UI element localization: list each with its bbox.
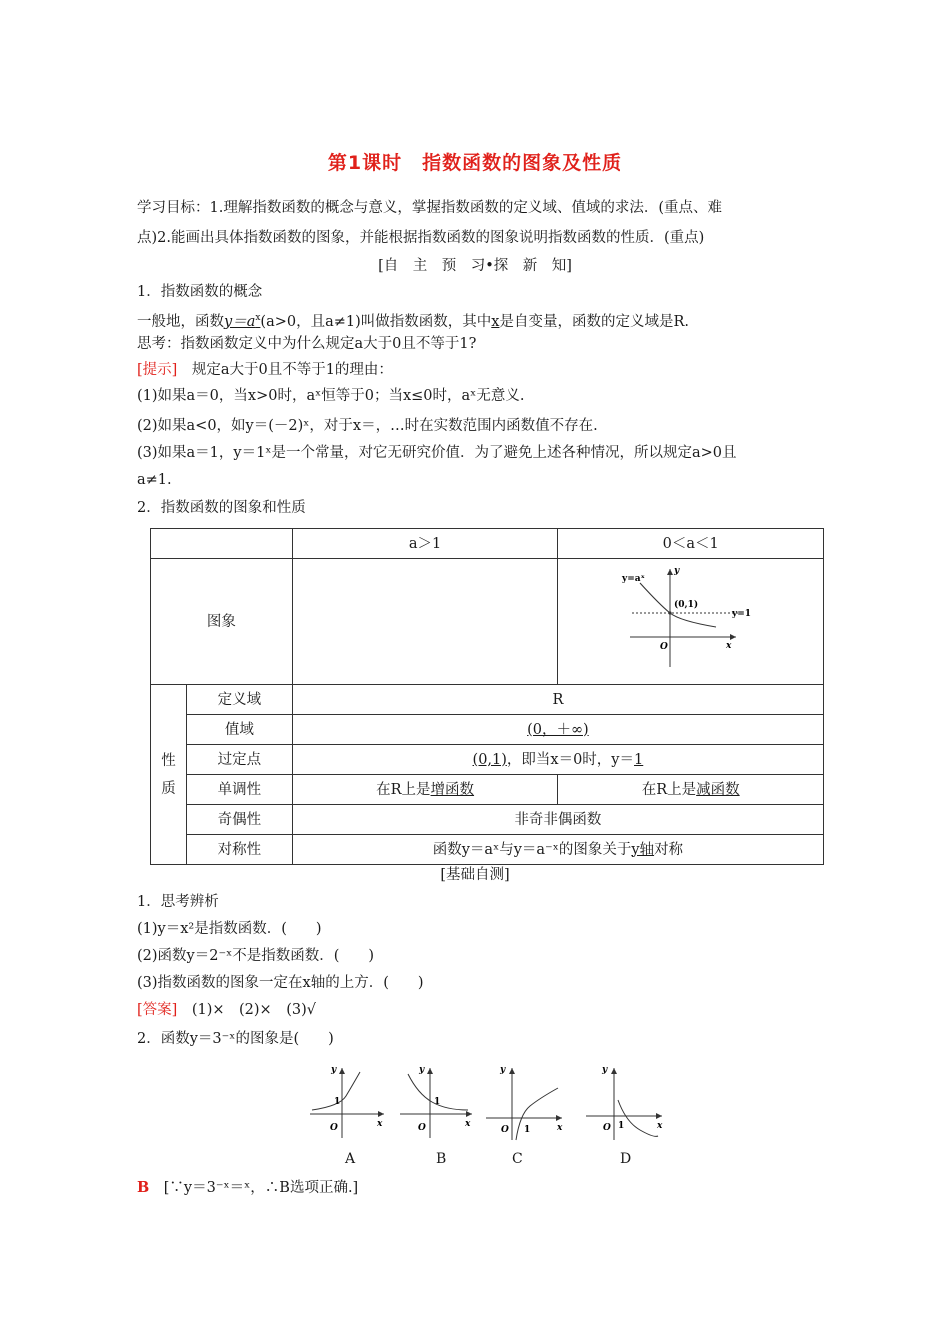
- svg-text:1: 1: [524, 1125, 531, 1135]
- row-domain-label: 定义域: [186, 685, 292, 715]
- svg-text:y: y: [419, 1065, 425, 1075]
- row-parity-value: 非奇非偶函数: [292, 805, 823, 835]
- section-preview-heading: [自 主 预 习•探 新 知]: [378, 258, 572, 274]
- svg-text:x: x: [657, 1121, 663, 1131]
- svg-text:O: O: [603, 1123, 611, 1133]
- s1-question: 思考：指数函数定义中为什么规定a大于0且不等于1?: [137, 336, 477, 352]
- svg-text:x: x: [557, 1123, 563, 1133]
- s1-reason-3b: a≠1.: [137, 472, 172, 488]
- q1-answer: [答案] (1)× (2)× (3)√: [137, 1002, 316, 1018]
- row-symmetry-value: 函数y＝aˣ与y＝a⁻ˣ的图象关于y轴对称: [292, 835, 823, 865]
- col-header-a-gt-1: a＞1: [292, 529, 558, 559]
- svg-text:1: 1: [434, 1097, 441, 1107]
- s1-reason-1: (1)如果a＝0，当x>0时，aˣ恒等于0；当x≤0时，aˣ无意义.: [137, 388, 525, 404]
- q2-answer: B [∵y＝3⁻ˣ＝ˣ，∴B选项正确.]: [137, 1179, 359, 1196]
- svg-text:1: 1: [618, 1121, 625, 1131]
- page-title: 第1课时 指数函数的图象及性质: [327, 152, 623, 174]
- option-d-label: D: [620, 1151, 632, 1167]
- svg-text:x: x: [726, 641, 732, 651]
- option-b-label: B: [436, 1151, 447, 1167]
- objectives-line-1: 学习目标：1.理解指数函数的概念与意义，掌握指数函数的定义域、值域的求法．(重点、难: [137, 200, 722, 216]
- svg-text:O: O: [418, 1123, 426, 1133]
- svg-text:1: 1: [334, 1097, 341, 1107]
- svg-text:x: x: [377, 1119, 383, 1129]
- q2-heading: 2．函数y＝3⁻ˣ的图象是( ): [137, 1031, 334, 1047]
- q1-item-3: (3)指数函数的图象一定在x轴的上方．( ): [137, 975, 424, 991]
- option-c-label: C: [512, 1151, 523, 1167]
- s1-hint: [提示] 规定a大于0且不等于1的理由：: [137, 362, 393, 378]
- svg-text:O: O: [501, 1125, 509, 1135]
- row-range-value: (0，＋∞): [292, 715, 823, 745]
- decay-graph: [620, 563, 770, 675]
- row-point-value: (0,1)，即当x＝0时，y＝1: [292, 745, 823, 775]
- row-monotonic-right: 在R上是减函数: [558, 775, 824, 805]
- col-header-a-lt-1: 0＜a＜1: [558, 529, 824, 559]
- row-range-label: 值域: [186, 715, 292, 745]
- row-monotonic-label: 单调性: [186, 775, 292, 805]
- graph-a-gt-1-cell: [292, 559, 558, 685]
- table-corner: [151, 529, 293, 559]
- svg-text:y: y: [674, 566, 680, 576]
- prop-label: 性 质: [151, 685, 187, 865]
- option-b-graph: [400, 1065, 472, 1138]
- def-formula: $y=a^x$: [224, 313, 261, 330]
- row-symmetry-label: 对称性: [186, 835, 292, 865]
- option-a-label: A: [345, 1151, 356, 1167]
- hline-label: y=1: [732, 609, 752, 619]
- row-label-graph: 图象: [151, 559, 293, 685]
- option-d-graph: [586, 1065, 663, 1140]
- svg-text:y: y: [500, 1065, 506, 1075]
- svg-text:O: O: [660, 642, 669, 652]
- s1-reason-2: (2)如果a<0，如y＝(－2)ˣ，对于x＝，…时在实数范围内函数值不存在.: [137, 418, 598, 434]
- q1-heading: 1．思考辨析: [137, 894, 219, 910]
- q1-item-2: (2)函数y＝2⁻ˣ不是指数函数．( ): [137, 948, 375, 964]
- q1-item-1: (1)y＝x²是指数函数．( ): [137, 921, 322, 937]
- row-parity-label: 奇偶性: [186, 805, 292, 835]
- svg-text:x: x: [465, 1119, 471, 1129]
- s1-definition: 一般地，函数$y=a^x(a>0$，且a≠1)叫做指数函数，其中x是自变量，函数的定义域是R.: [137, 313, 689, 330]
- option-c-graph: [486, 1065, 563, 1140]
- graph-a-lt-1-cell: [558, 559, 824, 685]
- objectives-line-2: 点)2.能画出具体指数函数的图象，并能根据指数函数的图象说明指数函数的性质．(重点): [137, 230, 705, 246]
- section-basic-heading: [基础自测]: [440, 867, 510, 883]
- hint-tag: [提示]: [137, 362, 178, 378]
- s2-heading: 2．指数函数的图象和性质: [137, 500, 306, 516]
- s1-heading: 1．指数函数的概念: [137, 284, 263, 300]
- def-variable: x: [491, 313, 500, 330]
- svg-text:y: y: [602, 1065, 608, 1075]
- s1-reason-3a: (3)如果a＝1，y＝1ˣ是一个常量，对它无研究价值．为了避免上述各种情况，所以规定a>0且: [137, 445, 737, 461]
- row-domain-value: R: [292, 685, 823, 715]
- option-a-graph: [310, 1065, 384, 1138]
- row-monotonic-left: 在R上是增函数: [292, 775, 558, 805]
- svg-text:y: y: [331, 1065, 337, 1075]
- curve-label: y=aˣ: [622, 574, 646, 584]
- row-point-label: 过定点: [186, 745, 292, 775]
- point-label: (0,1): [674, 600, 699, 610]
- svg-text:O: O: [330, 1123, 338, 1133]
- properties-table: [150, 528, 824, 865]
